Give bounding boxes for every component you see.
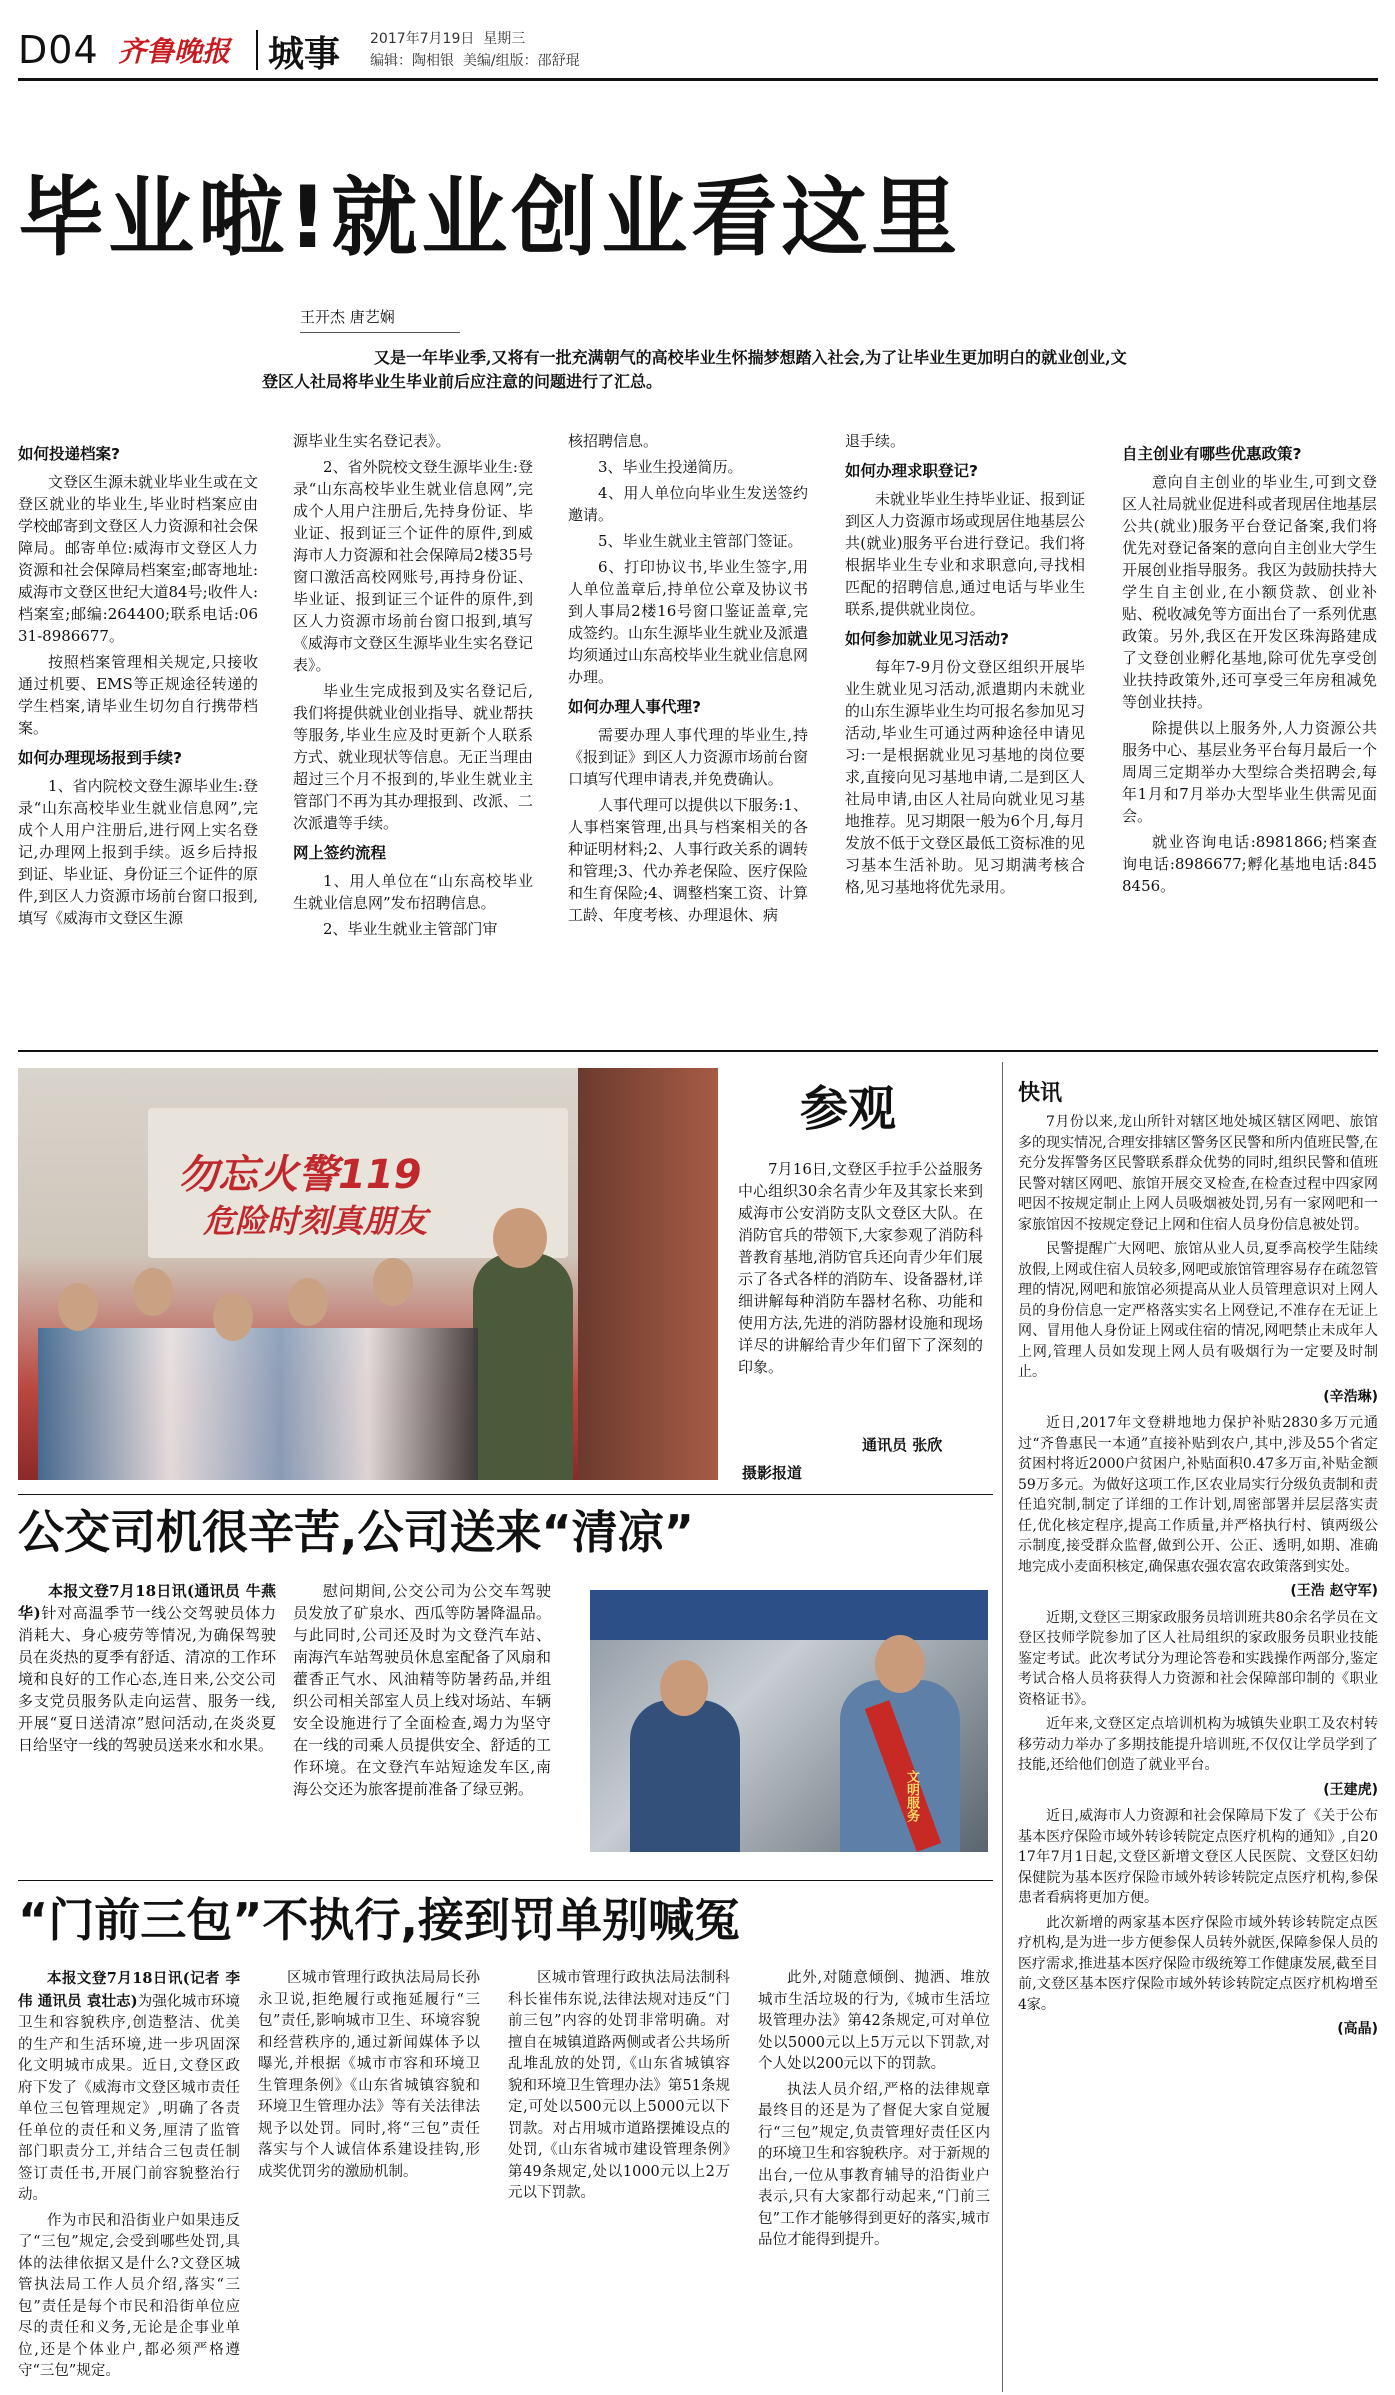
paper-logo: 齐鲁晚报 [118,35,231,68]
paragraph: 区城市管理行政执法局局长孙永卫说,拒绝履行或拖延履行“三包”责任,影响城市卫生、环境容貌和经营秩序的,通过新闻媒体予以曝光,并根据《城市市容和环境卫生管理条例》《山东省城镇容貌和环境卫生管理办法》等有关法律法规予以处罚。同时,将“三包”责任落实与个人诚信体系建设挂钩,形成奖优罚劣的激励机制。 [258,1970,480,2180]
paragraph: 此次新增的两家基本医疗保险市域外转诊转院定点医疗机构,是为进一步方便参保人员转外就医,保障参保人员的医疗需求,推进基本医疗保险市级统筹工作健康发展,截至目前,文登区基本医疗保险市域外转诊转院定点医疗机构增至4家。 [1018,1914,1378,2013]
paragraph: 5、毕业生就业主管部门签证。 [598,532,803,550]
weekday: 星期三 [483,31,526,47]
lead-intro: 又是一年毕业季,又将有一批充满朝气的高校毕业生怀揣梦想踏入社会,为了让毕业生更加明白的就业创业,文登区人社局将毕业生毕业前后应注意的问题进行了汇总。 [262,348,1127,391]
paragraph: 1、省内院校文登生源毕业生:登录“山东高校毕业生就业信息网”,完成个人用户注册后,进行网上实名登记,办理网上报到手续。返乡后持报到证、毕业证、身份证三个证件的原件,到区人力资源市场前台窗口报到,填写《威海市文登区生源 [18,777,259,927]
paragraph: 1、用人单位在“山东高校毕业生就业信息网”发布招聘信息。 [293,872,533,912]
sanbao-paragraph-1 [18,1968,240,2207]
paragraph: 人事代理可以提供以下服务:1、人事档案管理,出具与档案相关的各种证明材料;2、人事行政关系的调转和管理;3、代办养老保险、医疗保险和生育保险;4、调整档案工资、计算工龄、年度考核、办理退休、病 [568,796,808,924]
kuaixun-title: 快讯 [1018,1081,1063,1106]
visit-body [738,1158,983,1382]
paragraph: 7月份以来,龙山所针对辖区地处城区辖区网吧、旅馆多的现实情况,合理安排辖区警务区民警和所内值班民警,在充分发挥警务区民警联系群众优势的同时,组织民警和值班民警对辖区网吧、旅馆开展交叉检查,在检查过程中四家网吧因不按规定制止上网人员吸烟被处罚,另有一家网吧和一家旅馆因不按规定登记上网和住宿人员身份信息被处罚。 [1018,1114,1378,1233]
paragraph: 区城市管理行政执法局法制科科长崔伟东说,法律法规对违反“门前三包”内容的处罚非常明确。对擅自在城镇道路两侧或者公共场所乱堆乱放的处罚,《山东省城镇容貌和环境卫生管理办法》第51条规定,可处以500元以上5000元以下罚款。对占用城市道路摆摊设点的处罚,《山东省城市建设管理条例》第49条规定,处以1000元以上2万元以下罚款。 [508,1970,730,2201]
text: 针对高温季节一线公交驾驶员体力消耗大、身心疲劳等情况,为确保驾驶员在炎热的夏季有舒适、清凉的工作环境和良好的工作心态,连日来,公交公司多支党员服务队走向运营、服务一线,开展“夏日送清凉”慰问活动,在炎炎夏日给坚守一线的驾驶员送来水和水果。 [18,1604,276,1754]
bus-driver-photo [590,1590,988,1852]
paragraph: 3、毕业生投递简历。 [598,458,743,476]
lead-column-4 [845,430,1085,902]
photo-sash-text: 文明服务 [904,1770,919,1822]
bus-column-2 [293,1580,551,1804]
subhead-report: 如何办理现场报到手续? [18,749,182,767]
paragraph: 每年7-9月份文登区组织开展毕业生就业见习活动,派遣期内未就业的山东生源毕业生均可报名参加见习活动,毕业生可通过两种途径申请见习:一是根据就业见习基地的岗位要求,直接向见习基地申请,二是到区人社局申请,由区人社局向就业见习基地推荐。见习期限一般为6个月,每月发放不低于文登区最低工资标准的见习基本生活补助。见习期满考核合格,见习基地将优先录用。 [845,658,1086,896]
kuaixun-author: (高晶) [1337,2021,1378,2037]
photo-slogan-2: 危险时刻真朋友 [203,1202,428,1240]
kuaixun-item-3 [1018,1608,1378,1801]
editor-line [370,50,580,70]
kuaixun-author: (辛浩琳) [1323,1388,1378,1405]
subhead-job-registration: 如何办理求职登记? [845,462,978,480]
lead-column-3 [568,430,808,930]
date: 2017年7月19日 [370,31,475,47]
text: 为强化城市环境卫生和容貌秩序,创造整洁、优美的生产和生活环境,进一步巩固深化文明城市成果。近日,文登区政府下发了《威海市文登区城市责任单位三包管理规定》,明确了各责任单位的责任和义务,厘清了监管部门职责分工,并结合三包责任制签订责任书,开展门前容貌整治行动。 [18,1993,240,2203]
kuaixun-item-2 [1018,1413,1378,1602]
issue-date [370,28,525,48]
paragraph: 退手续。 [845,432,906,450]
kuaixun-author: (王浩 赵守军) [1290,1583,1378,1599]
paragraph: 6、打印协议书,毕业生签字,用人单位盖章后,持单位公章及协议书到人事局2楼16号窗口鉴证盖章,完成签约。山东生源毕业生就业及派遣均须通过山东高校毕业生就业信息网办理。 [568,558,809,686]
paragraph: 需要办理人事代理的毕业生,持《报到证》到区人力资源市场前台窗口填写代理申请表,并免费确认。 [568,726,809,788]
paragraph: 近日,2017年文登耕地地力保护补贴2830多万元通过“齐鲁惠民一本通”直接补贴到农户,其中,涉及55个省定贫困村将近2000户贫困户,补贴面积0.47多万亩,补贴金额59万多元。为做好这项工作,区农业局实行分级负责制和责任追究制,制定了详细的工作计划,周密部署并层层落实责任,优化核定程序,提高工作质量,并严格执行村、镇两级公示制度,接受群众监督,做到公开、公正、透明,如期、准确地完成小麦面积核定,确保惠农强农富农政策落到实处。 [1018,1415,1378,1575]
paragraph: 此外,对随意倾倒、抛洒、堆放城市生活垃圾的行为,《城市生活垃圾管理办法》第42条规定,可对单位处以5000元以上5万元以下罚款,对个人处以200元以下的罚款。 [758,1970,990,2072]
photo-slogan-1: 勿忘火警119 [178,1152,422,1198]
fire-station-photo [18,1068,718,1480]
visit-correspondent: 通讯员 张欣 [862,1436,943,1454]
paragraph: 未就业毕业生持毕业证、报到证到区人力资源市场或现居住地基层公共(就业)服务平台进行登记。我们将根据毕业生专业和求职意向,寻找相匹配的招聘信息,通过电话与毕业生联系,提供就业岗位。 [845,490,1086,618]
paragraph: 毕业生完成报到及实名登记后,我们将提供就业创业指导、就业帮扶等服务,毕业生应及时更新个人联系方式、就业现状等信息。无正当理由超过三个月不报到的,毕业生就业主管部门不再为其办理报到、改派、二次派遣等手续。 [293,682,534,832]
bus-paragraph-1 [18,1580,276,1756]
paragraph: 4、用人单位向毕业生发送签约邀请。 [568,484,808,524]
paragraph: 核招聘信息。 [568,432,659,450]
subhead-online-sign: 网上签约流程 [293,844,387,862]
lead-column-2 [293,430,533,944]
lead-byline: 王开杰 唐艺娴 [300,308,395,326]
editors: 编辑：陶相银 [370,53,454,69]
paragraph: 执法人员介绍,严格的法律规章最终目的还是为了督促大家自觉履行“三包”规定,负责管理好责任区内的环境卫生和容貌秩序。对于新规的出台,一位从事教育辅导的沿街业户表示,只有大家都行动起来,“门前三包”工作才能够得到更好的落实,城市品位才能得到提升。 [758,2081,990,2248]
paragraph: 文登区生源未就业毕业生或在文登区就业的毕业生,毕业时档案应由学校邮寄到文登区人力资源和社会保障局。邮寄单位:威海市文登区人力资源和社会保障局档案室;邮寄地址:威海市文登区世纪大道84号;收件人:档案室;邮编:264400;联系电话:0631-8986677。 [18,473,259,645]
lead-column-5 [1122,435,1377,901]
design: 美编/组版：邵舒琨 [462,53,580,69]
visit-headline: 参观 [800,1081,897,1137]
paragraph: 作为市民和沿街业户如果违反了“三包”规定,会受到哪些处罚,具体的法律依据又是什么?文登区城管执法局工作人员介绍,落实“三包”责任是每个市民和沿街单位应尽的责任和义务,无论是企事业单位,还是个体业户,都必须严格遵守“三包”规定。 [18,2212,240,2379]
subhead-archive: 如何投递档案? [18,445,120,463]
paragraph: 近期,文登区三期家政服务员培训班共80余名学员在文登区技师学院参加了区人社局组织的家政服务员职业技能鉴定考试。此次考试分为理论答卷和实践操作两部分,鉴定考试合格人员将获得人力资源和社会保障部印制的《职业资格证书》。 [1018,1609,1378,1708]
subhead-startup-policy: 自主创业有哪些优惠政策? [1122,445,1302,463]
bus-headline: 公交司机很辛苦,公司送来“清凉” [18,1505,694,1559]
bus-column-1 [18,1580,276,1760]
paragraph: 按照档案管理相关规定,只接收通过机要、EMS等正规途径转递的学生档案,请毕业生切勿自行携带档案。 [18,653,258,737]
paragraph: 就业咨询电话:8981866;档案查询电话:8986677;孵化基地电话:8458456。 [1122,833,1377,895]
dateline: 本报文登7月18日讯(通讯员 牛燕华) [18,1582,276,1622]
dateline: 本报文登7月18日讯(记者 李伟 通讯员 袁壮志) [18,1970,240,2010]
sanbao-column-1 [18,1968,240,2387]
paragraph: 慰问期间,公交公司为公交车驾驶员发放了矿泉水、西瓜等防暑降温品。与此同时,公司还及时为文登汽车站、南海汽车站驾驶员休息室配备了风扇和藿香正气水、风油精等防暑药品,并组织公司相关部室人员上线对场站、车辆安全设施进行了全面检查,竭力为坚守在一线的司乘人员提供安全、舒适的工作环境。在文登汽车站短途发车区,南海公交还为旅客提前准备了绿豆粥。 [293,1582,551,1798]
paragraph: 除提供以上服务外,人力资源公共服务中心、基层业务平台每月最后一个周周三定期举办大型综合类招聘会,每年1月和7月举办大型毕业生供需见面会。 [1122,719,1378,825]
paragraph: 民警提醒广大网吧、旅馆从业人员,夏季高校学生陆续放假,上网或住宿人员较多,网吧或旅馆管理容易存在疏忽管理的情况,网吧和旅馆必须提高从业人员管理意识对上网人员的身份信息一定严格落实实名上网登记,不准存在无证上网、冒用他人身份证上网或住宿的情况,网吧禁止未成年人上网,管理人员如发现上网人员有吸烟行为一定要及时制止。 [1018,1241,1378,1380]
sanbao-column-3 [508,1968,730,2209]
paragraph: 近日,威海市人力资源和社会保障局下发了《关于公布基本医疗保险市域外转诊转院定点医疗机构的通知》,自2017年7月1日起,文登区新增文登区人民医院、文登区妇幼保健院为基本医疗保险市域外转诊转院定点医疗机构,参保患者看病将更加方便。 [1018,1808,1378,1906]
section-name: 城事 [268,34,341,75]
subhead-internship: 如何参加就业见习活动? [845,630,1009,648]
lead-headline: 毕业啦!就业创业看这里 [18,168,962,268]
paragraph: 源毕业生实名登记表》。 [293,432,451,450]
kuaixun-author: (王建虎) [1323,1781,1378,1798]
sanbao-column-2 [258,1968,480,2187]
visit-photo-credit: 摄影报道 [742,1464,803,1482]
page-number: D04 [18,28,99,72]
paragraph: 意向自主创业的毕业生,可到文登区人社局就业促进科或者现居住地基层公共(就业)服务平台登记备案,我们将优先对登记备案的意向自主创业大学生开展创业指导服务。我区为鼓励扶持大学生自主创业,在小额贷款、创业补贴、税收减免等方面出台了一系列优惠政策。另外,我区在开发区珠海路建成了文登创业孵化基地,除可优先享受创业扶持政策外,还可享受三年房租减免等创业扶持。 [1122,473,1378,711]
subhead-personnel-agency: 如何办理人事代理? [568,698,701,716]
sanbao-column-4 [758,1968,990,2256]
lead-column-1 [18,435,258,933]
sanbao-headline: “门前三包”不执行,接到罚单别喊冤 [18,1893,740,1947]
kuaixun-column [1018,1112,1378,2040]
paragraph: 2、毕业生就业主管部门审 [323,920,498,938]
kuaixun-item-4 [1018,1806,1378,2040]
paragraph: 7月16日,文登区手拉手公益服务中心组织30余名青少年及其家长来到威海市公安消防支队文登区大队。在消防官兵的带领下,大家参观了消防科普教育基地,消防官兵还向青少年们展示了各式各样的消防车、设备器材,详细讲解每种消防车器材名称、功能和使用方法,先进的消防器材设施和现场详尽的讲解给青少年们留下了深刻的印象。 [738,1160,983,1376]
paragraph: 近年来,文登区定点培训机构为城镇失业职工及农村转移劳动力举办了多期技能提升培训班,不仅仅让学员学到了技能,还给他们创造了就业平台。 [1018,1716,1378,1773]
paragraph: 2、省外院校文登生源毕业生:登录“山东高校毕业生就业信息网”,完成个人用户注册后,先持身份证、毕业证、报到证三个证件的原件,到威海市人力资源和社会保障局2楼35号窗口激活高校网账号,再持身份证、毕业证、报到证三个证件的原件,到区人力资源市场前台窗口报到,填写《威海市文登区生源毕业生实名登记表》。 [293,458,534,674]
kuaixun-item-1 [1018,1112,1378,1407]
